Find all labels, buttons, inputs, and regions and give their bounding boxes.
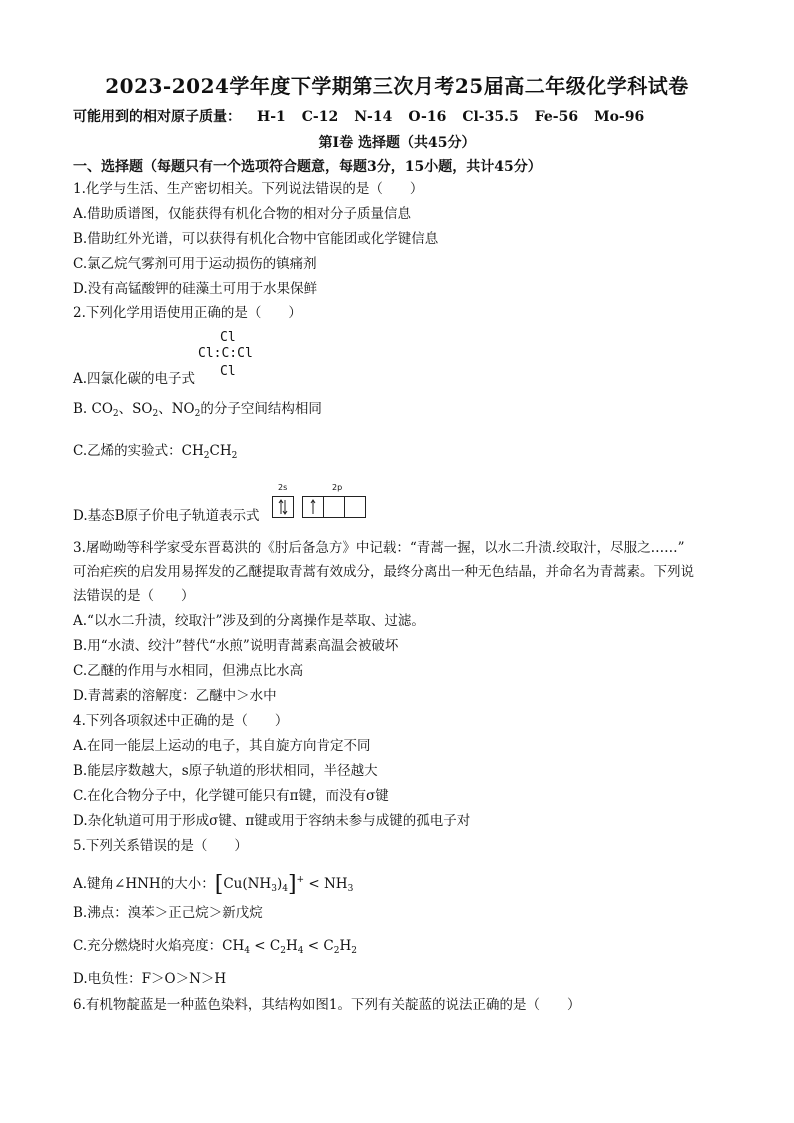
q4-option-b: B.能层序数越大，s原子轨道的形状相同，半径越大 <box>73 763 378 779</box>
boron-orbital-diagram <box>272 481 392 521</box>
q5-c-text-3: H <box>285 938 298 954</box>
lewis-middle-row: Cl:C:Cl <box>198 346 253 361</box>
q5-stem: 5.下列关系错误的是（ ） <box>73 838 248 854</box>
q3-stem-line-2: 可治疟疾的启发用易挥发的乙醚提取青蒿有效成分，最终分离出一种无色结晶，并命名为青蒿素。下列说 <box>73 564 694 580</box>
q5-a-paren-close: ) <box>276 876 283 892</box>
q5-a-charge: + <box>296 875 305 885</box>
q5-a-complex: Cu(NH <box>223 876 272 892</box>
q3-option-d: D.青蒿素的溶解度：乙醚中＞水中 <box>73 688 277 704</box>
orbital-2p-label: 2p <box>332 483 343 492</box>
q1-option-d: D.没有高锰酸钾的硅藻土可用于水果保鲜 <box>73 281 318 297</box>
q5-option-a <box>73 870 353 899</box>
atomic-mass-cl: Cl-35.5 <box>462 109 519 125</box>
q2-c-text-1: C.乙烯的实验式：CH <box>73 443 204 459</box>
q5-c-sub-4: 2 <box>333 946 340 956</box>
atomic-mass-o: O-16 <box>408 109 447 125</box>
section-heading: 第Ⅰ卷 选择题（共45分） <box>318 135 476 151</box>
q5-a-text-2: < NH <box>304 876 348 892</box>
q5-option-d: D.电负性：F＞O＞N＞H <box>73 971 227 987</box>
atomic-mass-line <box>73 106 660 126</box>
q2-option-d: D.基态B原子价电子轨道表示式 <box>73 508 260 524</box>
atomic-mass-mo: Mo-96 <box>594 109 645 125</box>
q2-option-b <box>73 399 322 424</box>
q5-option-c <box>73 936 357 961</box>
q2-option-a: A.四氯化碳的电子式 <box>73 371 196 387</box>
q3-option-b: B.用“水渍、绞汁”替代“水煎”说明青蒿素高温会被破坏 <box>73 638 399 654</box>
lewis-bottom-cl: Cl <box>220 364 236 379</box>
q5-c-sub-3: 4 <box>297 946 304 956</box>
q2-b-text-4: 的分子空间结构相同 <box>200 401 322 417</box>
single-electron-up-icon <box>303 497 323 517</box>
paired-electrons-icon <box>273 497 293 517</box>
q5-c-sub-1: 4 <box>244 946 250 956</box>
lewis-top-cl: Cl <box>220 330 236 345</box>
q5-a-right-bracket: ] <box>287 872 297 897</box>
q4-option-d: D.杂化轨道可用于形成σ键、π键或用于容纳未参与成键的孤电子对 <box>73 813 471 829</box>
orbital-2s-label: 2s <box>278 483 288 492</box>
orbital-2p-box-1 <box>302 496 324 518</box>
q3-option-c: C.乙醚的作用与水相同，但沸点比水高 <box>73 663 304 679</box>
q2-b-text-1: B. CO <box>73 401 113 417</box>
q1-option-c: C.氯乙烷气雾剂可用于运动损伤的镇痛剂 <box>73 256 317 272</box>
q5-a-sub-5: 3 <box>347 884 354 894</box>
q3-stem-line-3: 法错误的是（ ） <box>73 588 195 604</box>
q5-a-sub-3: 3 <box>271 884 277 894</box>
q5-c-sub-2: 2 <box>280 946 286 956</box>
q4-option-a: A.在同一能层上运动的电子，其自旋方向肯定不同 <box>73 738 371 754</box>
ccl4-lewis-structure <box>198 330 268 386</box>
orbital-2p-box-3 <box>344 496 366 518</box>
orbital-2s-box <box>272 496 294 518</box>
q5-a-sub-4: 4 <box>282 884 288 894</box>
atomic-mass-c: C-12 <box>301 109 339 125</box>
q1-option-a: A.借助质谱图，仅能获得有机化合物的相对分子质量信息 <box>73 206 412 222</box>
q2-c-sub-2: 2 <box>231 451 238 461</box>
q5-option-b: B.沸点：溴苯＞正己烷＞新戊烷 <box>73 905 263 921</box>
q2-b-sub-2: 2 <box>152 409 159 419</box>
q5-c-text-1: C.充分燃烧时火焰亮度：CH <box>73 938 245 954</box>
atomic-mass-n: N-14 <box>354 109 393 125</box>
q2-c-text-2: CH <box>209 443 232 459</box>
q4-option-c: C.在化合物分子中，化学键可能只有π键，而没有σ键 <box>73 788 389 804</box>
atomic-mass-label: 可能用到的相对原子质量： <box>73 109 241 125</box>
atomic-mass-h: H-1 <box>257 109 286 125</box>
q2-b-sub-1: 2 <box>112 409 119 419</box>
q2-b-text-3: 、NO <box>158 401 195 417</box>
q5-c-text-5: H <box>339 938 352 954</box>
q5-c-text-2: < C <box>249 938 281 954</box>
q2-stem: 2.下列化学用语使用正确的是（ ） <box>73 305 302 321</box>
q2-b-text-2: 、SO <box>118 401 153 417</box>
q3-stem-line-1: 3.屠呦呦等科学家受东晋葛洪的《肘后备急方》中记载：“青蒿一握，以水二升渍.绞取汁，尽服之……” <box>73 540 685 556</box>
q1-stem: 1.化学与生活、生产密切相关。下列说法错误的是（ ） <box>73 181 424 197</box>
atomic-mass-fe: Fe-56 <box>534 109 579 125</box>
q2-c-sub-1: 2 <box>203 451 210 461</box>
q3-option-a: A.“以水二升渍，绞取汁”涉及到的分离操作是萃取、过滤。 <box>73 613 425 629</box>
q4-stem: 4.下列各项叙述中正确的是（ ） <box>73 713 289 729</box>
q5-a-left-bracket: [ <box>214 872 224 897</box>
q5-c-sub-5: 2 <box>351 946 357 956</box>
q5-a-text-1: A.键角∠HNH的大小： <box>73 876 215 892</box>
q2-option-c <box>73 441 237 466</box>
section-instructions: 一、选择题（每题只有一个选项符合题意，每题3分，15小题，共计45分） <box>73 159 542 175</box>
q6-stem: 6.有机物靛蓝是一种蓝色染料，其结构如图1。下列有关靛蓝的说法正确的是（ ） <box>73 997 581 1013</box>
orbital-2p-box-2 <box>323 496 345 518</box>
q5-c-text-4: < C <box>303 938 334 954</box>
q2-b-sub-3: 2 <box>194 409 201 419</box>
q1-option-b: B.借助红外光谱，可以获得有机化合物中官能团或化学键信息 <box>73 231 439 247</box>
exam-title: 2023-2024学年度下学期第三次月考25届高二年级化学科试卷 <box>105 74 689 98</box>
